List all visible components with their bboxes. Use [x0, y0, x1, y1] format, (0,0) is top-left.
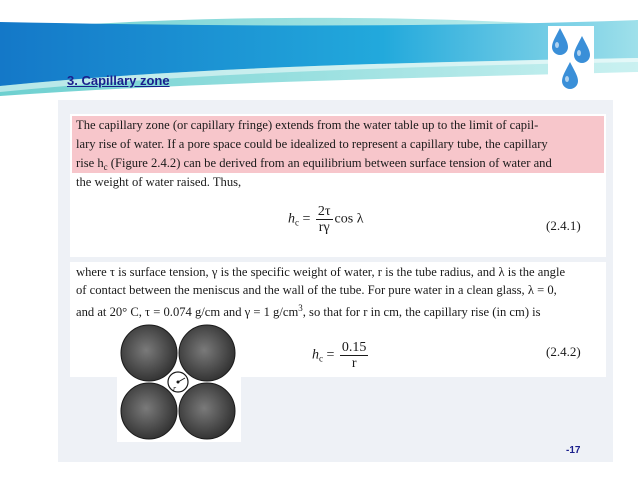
- equation-2-4-2: [312, 340, 370, 371]
- eq2-numerator: 0.15: [341, 340, 367, 355]
- soil-grain: [121, 325, 177, 381]
- slide-heading: 3. Capillary zone: [67, 73, 170, 88]
- paragraph1-line3: [76, 155, 552, 175]
- radius-label: r: [173, 384, 177, 393]
- eq2-denominator: r: [351, 356, 357, 371]
- paragraph2-line2: of contact between the meniscus and the wall of the tube. For pure water in a clean glass, λ = 0,: [76, 283, 557, 297]
- page-number: -17: [566, 445, 581, 456]
- eq2-lhs-sub: c: [319, 353, 323, 364]
- water-drop-icon: [574, 36, 590, 63]
- eq1-numerator: 2τ: [317, 204, 331, 219]
- header-banner: [0, 0, 638, 110]
- soil-grain: [121, 383, 177, 439]
- eq2-fraction: [340, 340, 369, 371]
- paragraph2-line3: [76, 300, 541, 320]
- p1-line3-start: rise h: [76, 156, 104, 170]
- pore-diagram: [117, 322, 241, 442]
- equation-2-4-1-number: (2.4.1): [546, 218, 581, 233]
- eq1-fraction: [316, 204, 333, 235]
- p2-line3-start: and at 20° C, τ = 0.074 g/cm and γ = 1 g/cm: [76, 305, 299, 319]
- equation-2-4-1: [288, 204, 364, 235]
- paragraph1-line1: The capillary zone (or capillary fringe) extends from the water table up to the limit of capil-: [76, 118, 539, 132]
- equation-2-4-2-number: (2.4.2): [546, 344, 581, 359]
- eq1-lhs: h: [288, 211, 295, 227]
- p2-line3-sup: 3: [298, 303, 303, 313]
- figure-2-4-2: [117, 322, 241, 442]
- eq1-lhs-sub: c: [295, 217, 299, 228]
- p1-line3-sub: c: [103, 162, 108, 172]
- paragraph1-line2: lary rise of water. If a pore space could be idealized to represent a capillary tube, the capillary: [76, 137, 548, 151]
- eq2-equals: =: [323, 347, 338, 363]
- soil-grain: [179, 325, 235, 381]
- paragraph1-line4: the weight of water raised. Thus,: [76, 175, 242, 189]
- eq1-denominator: rγ: [318, 220, 330, 235]
- eq1-equals: =: [299, 211, 314, 227]
- eq2-lhs: h: [312, 347, 319, 363]
- soil-grain: [179, 383, 235, 439]
- water-drop-icon: [562, 62, 578, 89]
- p1-line3-end: (Figure 2.4.2) can be derived from an equilibrium between surface tension of water and: [107, 156, 552, 170]
- water-drops-logo: [548, 26, 594, 94]
- paragraph2-line1: where τ is surface tension, γ is the specific weight of water, r is the tube radius, and λ is the angle: [76, 265, 566, 279]
- water-drop-icon: [552, 28, 568, 55]
- p2-line3-end: , so that for r in cm, the capillary rise (in cm) is: [302, 305, 541, 319]
- eq1-tail: cos λ: [334, 211, 364, 227]
